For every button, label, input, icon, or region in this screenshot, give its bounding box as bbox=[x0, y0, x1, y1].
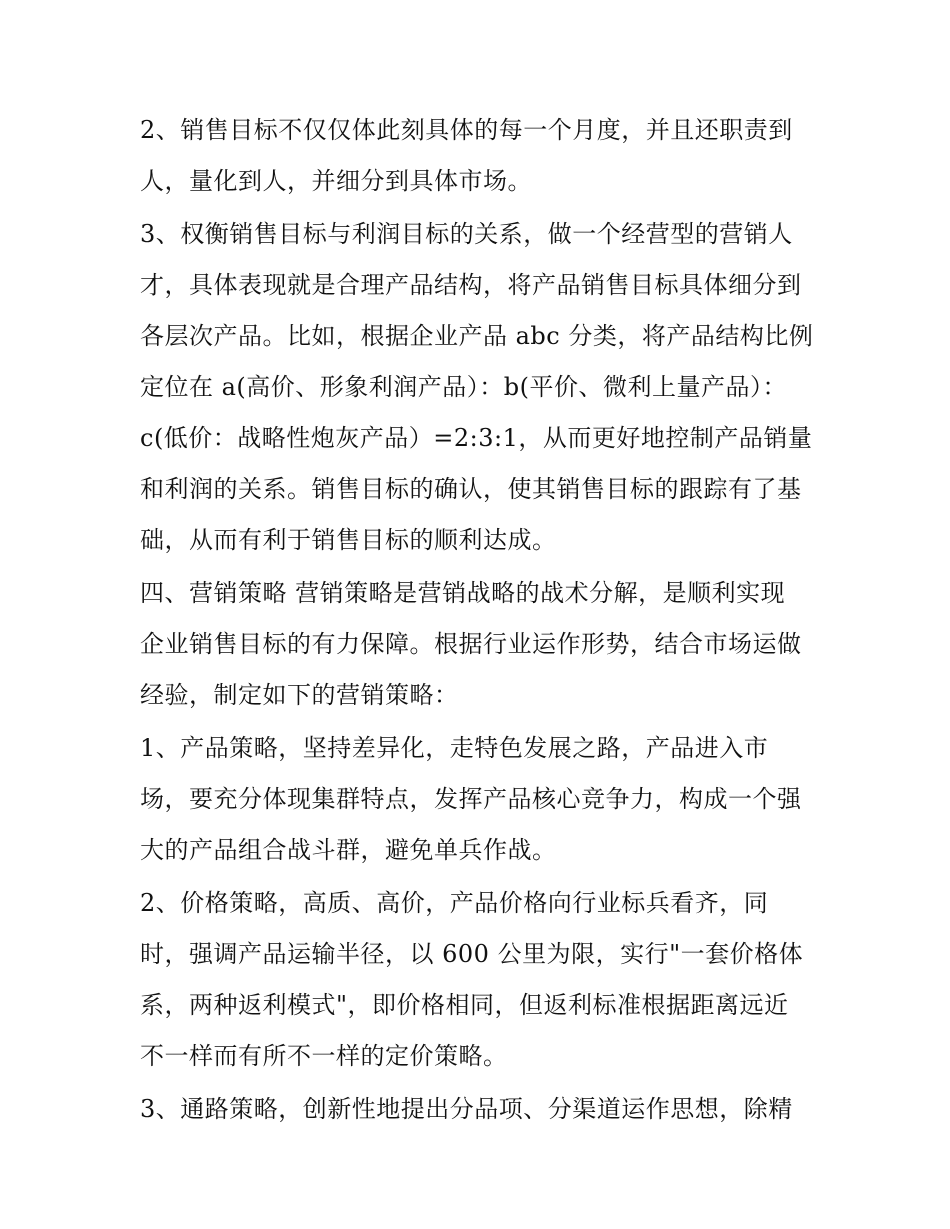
text-line: 3、通路策略，创新性地提出分品项、分渠道运作思想，除精 bbox=[140, 1095, 793, 1123]
text-line: 才，具体表现就是合理产品结构，将产品销售目标具体细分到 bbox=[140, 271, 802, 299]
text-line: 1、产品策略，坚持差异化，走特色发展之路，产品进入市 bbox=[140, 734, 769, 762]
text-line: 3、权衡销售目标与利润目标的关系，做一个经营型的营销人 bbox=[140, 220, 793, 248]
document-body bbox=[140, 108, 820, 1140]
text-line: 人，量化到人，并细分到具体市场。 bbox=[140, 167, 532, 195]
paragraph-marketing-strategy-heading bbox=[140, 571, 820, 724]
text-line: 企业销售目标的有力保障。根据行业运作形势，结合市场运做 bbox=[140, 630, 802, 658]
paragraph-sales-profit-balance bbox=[140, 212, 820, 569]
text-line: 经验，制定如下的营销策略： bbox=[140, 681, 459, 709]
text-line: 不一样而有所不一样的定价策略。 bbox=[140, 1042, 508, 1070]
paragraph-channel-strategy bbox=[140, 1087, 820, 1138]
paragraph-product-strategy bbox=[140, 726, 820, 879]
text-line: 系，两种返利模式"，即价格相同，但返利标准根据距离远近 bbox=[140, 991, 789, 1019]
paragraph-sales-target-monthly bbox=[140, 108, 820, 210]
text-line: 定位在 a(高价、形象利润产品）：b(平价、微利上量产品）： bbox=[140, 373, 788, 401]
text-line: 场，要充分体现集群特点，发挥产品核心竞争力，构成一个强 bbox=[140, 785, 802, 813]
text-line: 各层次产品。比如，根据企业产品 abc 分类，将产品结构比例 bbox=[140, 322, 814, 350]
text-line: 四、营销策略 营销策略是营销战略的战术分解，是顺利实现 bbox=[140, 579, 786, 607]
paragraph-price-strategy bbox=[140, 881, 820, 1085]
text-line: 时，强调产品运输半径，以 600 公里为限，实行"一套价格体 bbox=[140, 940, 804, 968]
text-line: 2、价格策略，高质、高价，产品价格向行业标兵看齐，同 bbox=[140, 889, 769, 917]
text-line: 大的产品组合战斗群，避免单兵作战。 bbox=[140, 836, 557, 864]
text-line: 2、销售目标不仅仅体此刻具体的每一个月度，并且还职责到 bbox=[140, 116, 793, 144]
text-line: c(低价：战略性炮灰产品）=2:3:1，从而更好地控制产品销量 bbox=[140, 424, 813, 452]
text-line: 和利润的关系。销售目标的确认，使其销售目标的跟踪有了基 bbox=[140, 475, 802, 503]
text-line: 础，从而有利于销售目标的顺利达成。 bbox=[140, 526, 557, 554]
